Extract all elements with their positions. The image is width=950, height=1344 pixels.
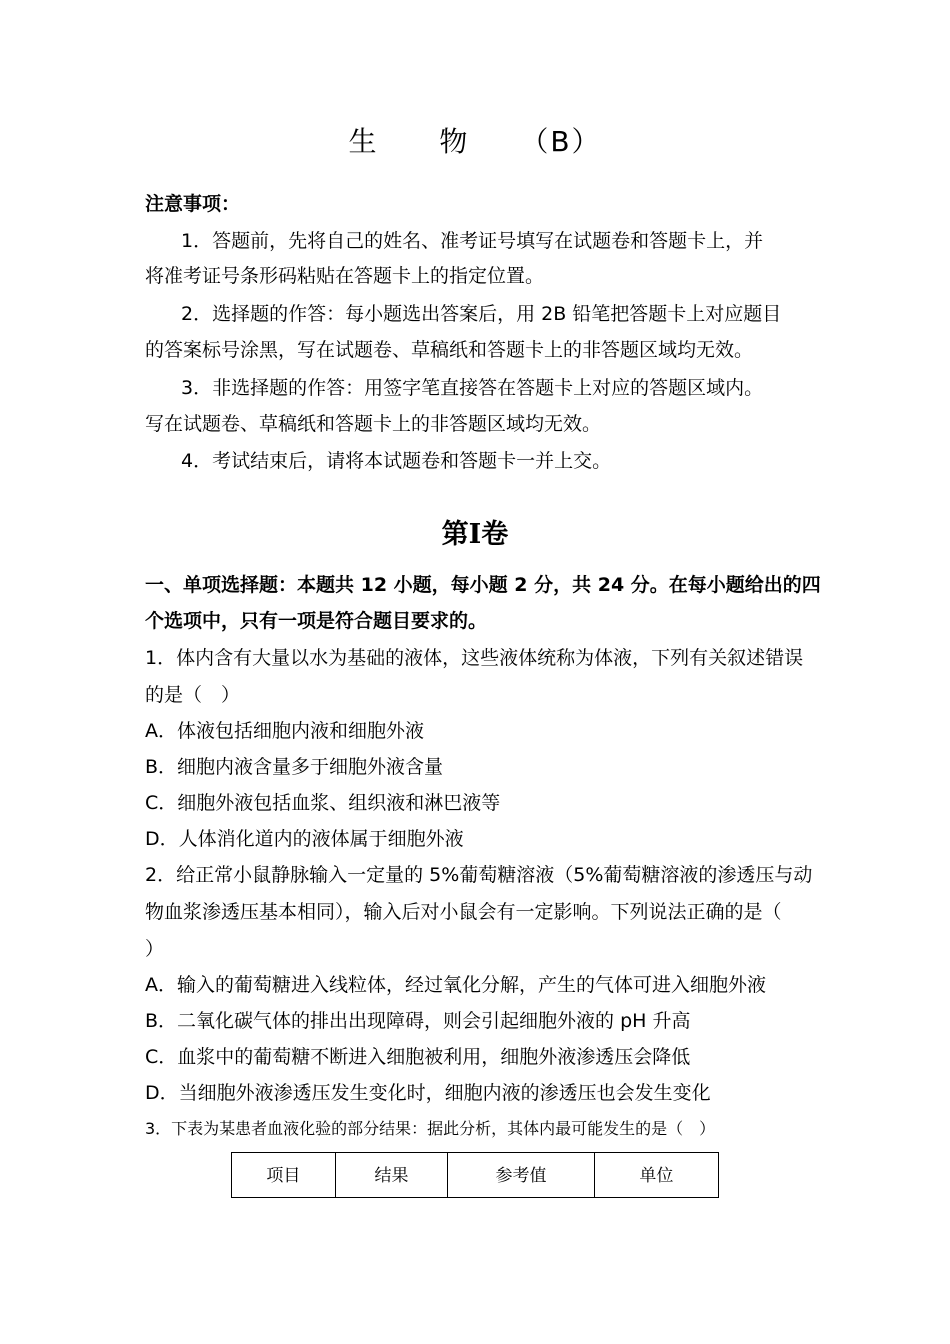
q2-stem-line-3: ） xyxy=(145,938,165,960)
notice-item-4: 4．考试结束后，请将本试题卷和答题卡一并上交。 xyxy=(181,450,612,472)
notice-heading: 注意事项： xyxy=(145,193,241,215)
notice-item-3-line-1: 3．非选择题的作答：用签字笔直接答在答题卡上对应的答题区域内。 xyxy=(181,377,764,399)
q2-stem-line-1: 2．给正常小鼠静脉输入一定量的 5%葡萄糖溶液（5%葡萄糖溶液的渗透压与动 xyxy=(145,864,813,886)
table-header-result: 结果 xyxy=(335,1153,448,1198)
table-header-row xyxy=(232,1153,719,1198)
section-heading-line-2: 个选项中，只有一项是符合题目要求的。 xyxy=(145,610,488,632)
table-header-item: 项目 xyxy=(232,1153,336,1198)
notice-item-1-line-1: 1．答题前，先将自己的姓名、准考证号填写在试题卷和答题卡上，并 xyxy=(181,230,764,252)
title-part-1: 生 xyxy=(348,125,379,158)
notice-item-3-line-2: 写在试题卷、草稿纸和答题卡上的非答题区域均无效。 xyxy=(145,413,602,435)
title-part-2: 物 xyxy=(439,125,470,158)
blood-test-table xyxy=(231,1152,719,1198)
q1-option-b: B．细胞内液含量多于细胞外液含量 xyxy=(145,756,444,778)
q1-option-c: C．细胞外液包括血浆、组织液和淋巴液等 xyxy=(145,792,501,814)
q1-stem-line-1: 1．体内含有大量以水为基础的液体，这些液体统称为体液，下列有关叙述错误 xyxy=(145,647,804,669)
table-header-reference: 参考值 xyxy=(448,1153,595,1198)
notice-item-2-line-1: 2．选择题的作答：每小题选出答案后，用 2B 铅笔把答题卡上对应题目 xyxy=(181,303,782,325)
q2-option-c: C．血浆中的葡萄糖不断进入细胞被利用，细胞外液渗透压会降低 xyxy=(145,1046,691,1068)
q2-option-d: D．当细胞外液渗透压发生变化时，细胞内液的渗透压也会发生变化 xyxy=(145,1082,711,1104)
table-header-unit: 单位 xyxy=(594,1153,718,1198)
section-heading-line-1: 一、单项选择题：本题共 12 小题，每小题 2 分，共 24 分。在每小题给出的四 xyxy=(145,574,821,596)
page-title xyxy=(0,120,950,160)
q2-option-b: B．二氧化碳气体的排出出现障碍，则会引起细胞外液的 pH 升高 xyxy=(145,1010,691,1032)
q1-option-d: D．人体消化道内的液体属于细胞外液 xyxy=(145,828,464,850)
q2-stem-line-2: 物血浆渗透压基本相同），输入后对小鼠会有一定影响。下列说法正确的是（ xyxy=(145,901,782,923)
q2-option-a: A．输入的葡萄糖进入线粒体，经过氧化分解，产生的气体可进入细胞外液 xyxy=(145,974,766,996)
notice-item-1-line-2: 将准考证号条形码粘贴在答题卡上的指定位置。 xyxy=(145,265,545,287)
q3-stem: 3．下表为某患者血液化验的部分结果：据此分析，其体内最可能发生的是（ ） xyxy=(145,1119,716,1138)
q1-stem-line-2: 的是（ ） xyxy=(145,684,241,706)
notice-item-2-line-2: 的答案标号涂黑，写在试题卷、草稿纸和答题卡上的非答题区域均无效。 xyxy=(145,339,754,361)
volume-title: 第I卷 xyxy=(441,519,509,550)
title-part-3: （B） xyxy=(520,125,602,158)
q1-option-a: A．体液包括细胞内液和细胞外液 xyxy=(145,720,424,742)
